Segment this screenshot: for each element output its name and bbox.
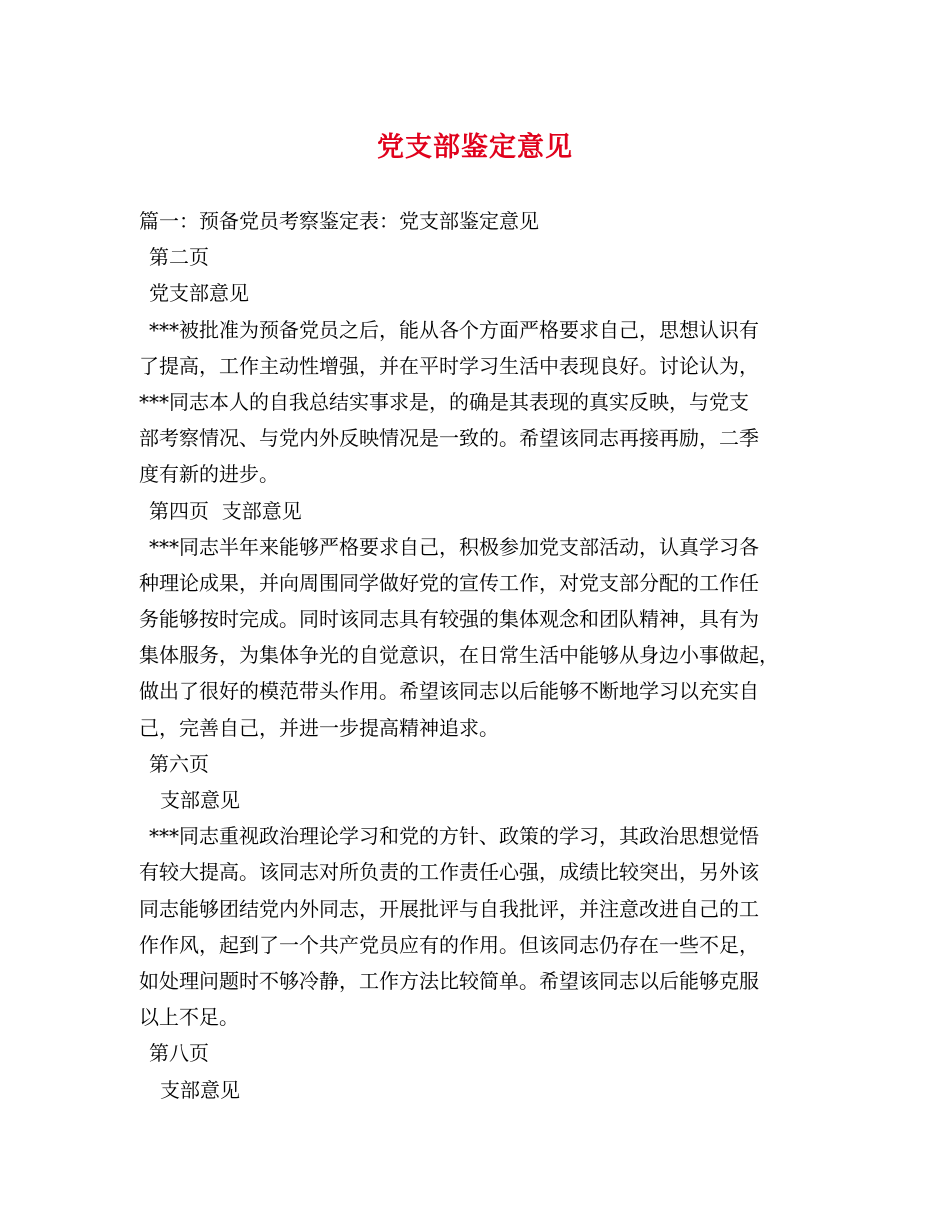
document-title: 党支部鉴定意见	[377, 132, 573, 163]
paragraph-line: 作作风，起到了一个共产党员应有的作用。但该同志仍存在一些不足，	[139, 932, 759, 957]
paragraph-line: 有较大提高。该同志对所负责的工作责任心强，成绩比较突出，另外该	[139, 860, 759, 885]
paragraph-line: ***同志半年来能够严格要求自己，积极参加党支部活动，认真学习各	[149, 534, 759, 559]
page-label: 第二页	[149, 245, 209, 270]
paragraph-line: ***同志本人的自我总结实事求是，的确是其表现的真实反映，与党支	[139, 389, 749, 414]
document-body	[139, 203, 829, 1108]
subsection-heading: 支部意见	[160, 1077, 240, 1102]
paragraph-line: 如处理问题时不够冷静，工作方法比较简单。希望该同志以后能够克服	[139, 968, 759, 993]
paragraph-line: 以上不足。	[139, 1005, 239, 1030]
page-label: 第六页	[149, 751, 209, 776]
paragraph-line: 度有新的进步。	[139, 462, 279, 487]
subsection-heading: 党支部意见	[149, 281, 249, 306]
subsection-heading: 支部意见	[160, 788, 240, 812]
paragraph-line: 部考察情况、与党内外反映情况是一致的。希望该同志再接再励，二季	[139, 426, 759, 451]
paragraph-line: ***被批准为预备党员之后，能从各个方面严格要求自己，思想认识有	[149, 317, 759, 342]
paragraph-line: 务能够按时完成。同时该同志具有较强的集体观念和团队精神，具有为	[139, 607, 759, 632]
page-label: 第四页 支部意见	[149, 498, 302, 523]
paragraph-line: 集体服务，为集体争光的自觉意识，在日常生活中能够从身边小事做起，	[139, 643, 779, 668]
paragraph-line: ***同志重视政治理论学习和党的方针、政策的学习，其政治思想觉悟	[149, 824, 759, 849]
paragraph-line: 己，完善自己，并进一步提高精神追求。	[139, 715, 499, 740]
page-label: 第八页	[149, 1041, 209, 1066]
section-heading: 篇一：预备党员考察鉴定表：党支部鉴定意见	[139, 209, 539, 233]
paragraph-line: 做出了很好的模范带头作用。希望该同志以后能够不断地学习以充实自	[139, 679, 759, 704]
paragraph-line: 了提高，工作主动性增强，并在平时学习生活中表现良好。讨论认为，	[139, 353, 759, 378]
paragraph-line: 种理论成果，并向周围同学做好党的宣传工作，对党支部分配的工作任	[139, 570, 759, 595]
paragraph-line: 同志能够团结党内外同志，开展批评与自我批评，并注意改进自己的工	[139, 896, 759, 921]
